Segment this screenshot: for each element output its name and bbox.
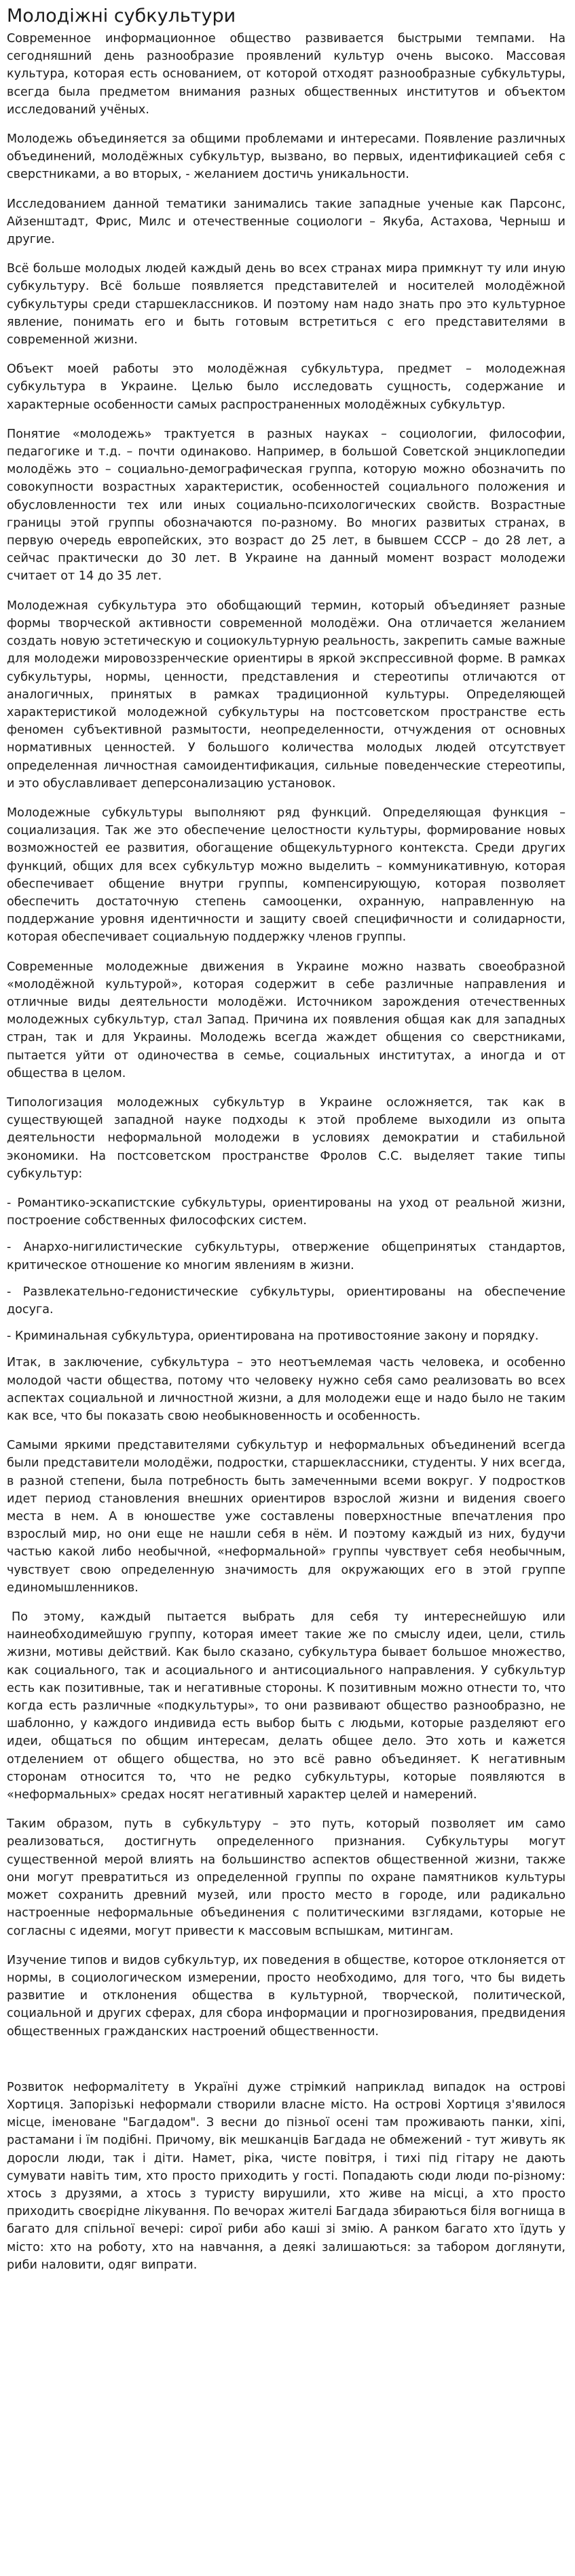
paragraph-conclusion: Итак, в заключение, субкультура – это неотъемлемая часть человека, и особенно молодой части общества, потому что человеку нужно себя само реализовать во всех аспектах социальной и личностной жизни, а для молодежи еще и надо было не таким как все, что бы показать свою необыкновенность и особенность. [7,1356,565,1424]
paragraph-intro: Современное информационное общество развивается быстрыми темпами. На сегодняшний день разнообразие проявлений культур очень высоко. Массовая культура, которая есть основанием, от которой отходят разнообразные субкультуры, всегда была предметом внимания разных общественных институтов и объектом исследований учёных. [7,32,565,117]
paragraph-path-to-subculture: Таким образом, путь в субкультуру – это путь, который позволяет им само реализоваться, достигнуть определенного признания. Субкультуры могут существенной мерой влиять на большинство аспектов общественной жизни, также они могут превратиться из определенной группы по охране памятников культуры может сохранить древний музей, или просто место в городе, или радикально настроенные неформальные объединения с политическими взглядами, которые не согласны с идеями, могут привести к массовым вспышкам, митингам. [7,1817,565,1938]
document-title: Молодіжні субкультури [7,5,236,26]
paragraph-brightest-representatives: Самыми яркими представителями субкультур и неформальных объединений всегда были представители молодёжи, подростки, старшеклассники, студенты. У них всегда, в разной степени, была потребность быть замеченными всеми вокруг. У подростков идет период становления внешних ориентиров взрослой жизни и видения своего места в нем. А в юношестве уже составлены поверхностные впечатления про взрослый мир, но они еще не нашли себя в нём. И поэтому каждый из них, будучи частью какой либо необычной, «неформальной» группы чувствует себя необычным, чувствует свою определенную значимость для окружающих его в этой группе единомышленников. [7,1439,565,1595]
section-spacer [7,2041,565,2079]
paragraph-object-of-work: Объект моей работы это молодёжная субкультура, предмет – молодежная субкультура в Украине. Целью было исследовать сущность, содержание и характерные особенности самых распространенных молодёжных субкультур. [7,362,565,412]
paragraph-researchers: Исследованием данной тематики занимались такие западные ученые как Парсонс, Айзенштадт, Фрис, Милс и отечественные социологи – Якуба, Астахова, Черныш и другие. [7,197,565,247]
paragraph-youth-subculture-definition: Молодежная субкультура это обобщающий термин, который объединяет разные формы творческой активности современной молодёжи. Она отличается желанием создать новую эстетическую и социокультурную реальность, закрепить самые важные для молодежи мировоззренческие ориентиры в яркой экспрессивной форме. В рамках субкультуры, нормы, ценности, представления и стереотипы отличаются от аналогичных, принятых в рамках традиционной культуры. Определяющей характеристикой молодежной субкультуры на постсоветском пространстве есть феномен субъективной размытости, неопределенности, отчуждения от основных нормативных ценностей. У большого количества молодых людей отсутствует определенная личностная самоидентификация, сильные поведенческие стереотипы, и это обуславливает деперсонализацию установок. [7,599,565,791]
subculture-types-list [7,1194,565,1345]
paragraph-study-of-types: Изучение типов и видов субкультур, их поведения в обществе, которое отклоняется от нормы, в социологическом измерении, просто необходимо, для того, что бы видеть развитие и отклонения общества в культурной, творческой, политической, социальной и других сферах, для сбора информации и прогнозирования, предвидения общественных гражданских настроений общественности. [7,1953,565,2039]
paragraph-ukraine-informals: Розвиток неформалітету в Україні дуже стрімкий наприклад випадок на острові Хортиця. Запорізькі неформали створили власне місто. На острові Хортиця з'явилося місце, іменоване "Багдадом". З весни до пізньої осені там проживають панки, хіпі, растамани і їм подібні. Причому, вік мешканців Багдада не обмежений - тут живуть як доросли люди, так і діти. Намет, ріка, чисте повітря, і тихі під гітару не дають сумувати навіть тим, хто просто приходить у гості. Попадають сюди люди по-різному: хтось з друзями, а хтось з туристу вирушили, хто живе на місці, а хто просто приходить своєрідне лікування. По вечорах жителі Багдада збираються біля вогнища в багато для спільної вечері: сирої риби або каші зі змію. А ранком багато хто їдуть у місто: хто на роботу, хто на навчання, а деякі залишаються: за табором доглянути, риби наловити, одяг випрати. [7,2080,565,2272]
list-item: - Анархо-нигилистические субкультуры, отвержение общепринятых стандартов, критическое отношение ко многим явлениям в жизни. [7,1240,565,1272]
paragraph-youth-concept: Понятие «молодежь» трактуется в разных науках – социологии, философии, педагогике и т.д. – почти одинаково. Например, в большой Советской энциклопедии молодёжь это – социально-демографическая группа, которую можно обозначить по совокупности возрастных характеристик, особенностей социального положения и обусловленности тех или иных социально-психологических свойств. Возрастные границы этой группы обозначаются по-разному. Во многих развитых странах, в первую очередь европейских, это возраст до 25 лет, в бывшем СССР – до 28 лет, а сейчас практически до 30 лет. В Украине на данный момент возраст молодежи считает от 14 до 35 лет. [7,427,565,584]
paragraph-typology: Типологизация молодежных субкультур в Украине осложняется, так как в существующей западной науке подходы к этой проблеме выходили из опыта деятельности неформальной молодежи в условиях демократии и стабильной экономики. На постсоветском пространстве Фролов С.С. выделяет такие типы субкультур: [7,1095,565,1181]
paragraph-modern-movements: Современные молодежные движения в Украине можно назвать своеобразной «молодёжной культурой», которая содержит в себе различные направления и отличные виды деятельности молодёжи. Источником зарождения отечественных молодежных субкультур, стал Запад. Причина их появления общая как для западных стран, так и для Украины. Молодежь всегда жаждет общения со сверстниками, пытается уйти от одиночества в семье, социальных институтах, а иногда и от общества в целом. [7,960,565,1080]
list-item: - Криминальная субкультура, ориентирована на противостояние закону и порядку. [7,1329,539,1344]
paragraph-group-choice: По этому, каждый пытается выбрать для себя ту интереснейшую или наинеобходимейшую группу, которая имеет такие же по смыслу идеи, цели, стиль жизни, мотивы действий. Как было сказано, субкультура бывает большое множество, как социального, так и асоциального и антисоциального направления. У субкультур есть как позитивные, так и негативные стороны. К позитивным можно отнести то, что когда есть различные «подкультуры», то они развивают общество разнообразно, не шаблонно, у каждого индивида есть выбор быть с людьми, которые разделяют его идеи, общаться по общим интересам, делать общее дело. Это хоть и кажется отделением от общего общества, но это всё равно объединяет. К негативным сторонам относится то, что не редко субкультуры, которые появляются в «неформальных» средах носят негативный характер целей и намерений. [7,1610,565,1802]
paragraph-youth-unification: Молодежь объединяется за общими проблемами и интересами. Появление различных объединений, молодёжных субкультур, вызвано, во первых, идентификацией себя с сверстниками, а во вторых, - желанием достичь уникальности. [7,132,565,182]
paragraph-functions: Молодежные субкультуры выполняют ряд функций. Определяющая функция – социализация. Так же это обеспечение целостности культуры, формирование новых возможностей ее развития, обогащение общекультурного контекста. Среди других функций, общих для всех субкультур можно выделить – коммуникативную, которая обеспечивает общение внутри группы, компенсирующую, которая позволяет обеспечить достаточную степень самооценки, охранную, направленную на поддержание уровня идентичности и защиту своей специфичности и солидарности, которая обеспечивает социальную поддержку членов группы. [7,806,565,945]
list-item: - Развлекательно-гедонистические субкультуры, ориентированы на обеспечение досуга. [7,1285,565,1317]
paragraph-more-youth: Всё больше молодых людей каждый день во всех странах мира примкнут ту или иную субкультуру. Всё больше появляется представителей и носителей молодёжной субкультуры среди старшеклассников. И поэтому нам надо знать про это культурное явление, понимать его и быть готовым встретиться с его представителями в современной жизни. [7,262,565,347]
list-item: - Романтико-эскапистские субкультуры, ориентированы на уход от реальной жизни, построение собственных философских систем. [7,1196,565,1228]
